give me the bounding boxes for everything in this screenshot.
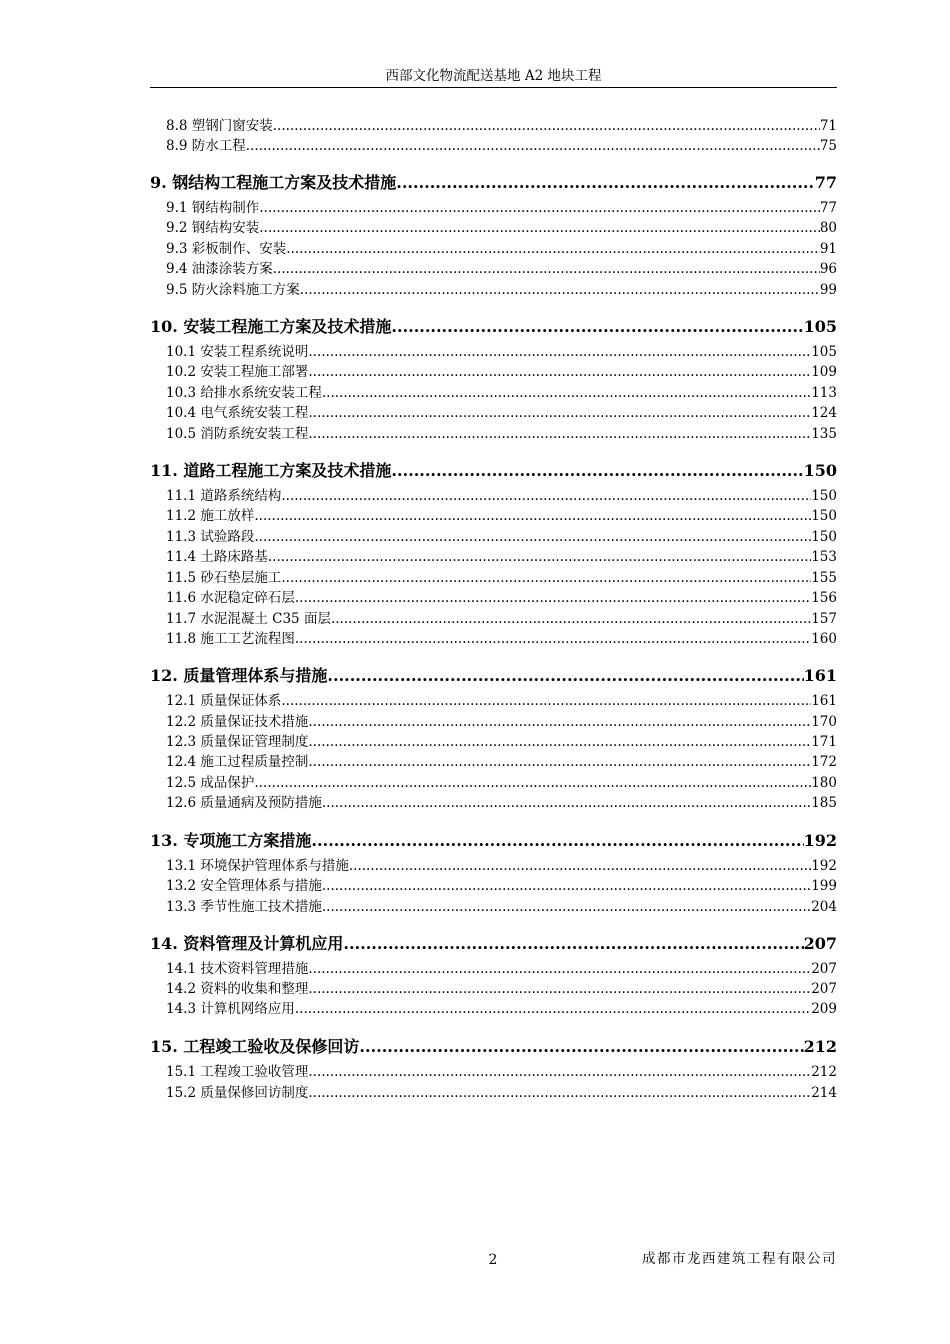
toc-entry[interactable] [166,979,837,999]
toc-entry-label: 9.4 油漆涂装方案 [166,261,273,277]
toc-entry[interactable] [166,486,837,506]
toc-entry-label: 11.6 水泥稳定碎石层 [166,590,295,606]
toc-entry-page: 124 [811,405,837,421]
toc-dot-leader [281,568,811,588]
toc-entry-page: 96 [819,261,837,277]
toc-entry-label: 10.2 安装工程施工部署 [166,364,309,380]
toc-entry-page: 172 [811,754,837,770]
toc-entry-label: 12.1 质量保证体系 [166,693,282,709]
toc-dot-leader [322,897,811,917]
toc-dot-leader [300,280,820,300]
toc-entry-page: 185 [811,795,837,811]
toc-entry-page: 80 [819,220,837,236]
toc-dot-leader [268,547,811,567]
toc-entry[interactable] [166,259,837,279]
toc-entry[interactable] [166,136,837,156]
toc-entry-page: 207 [811,961,837,977]
toc-dot-leader [273,116,820,136]
footer-company-name: 成都市龙西建筑工程有限公司 [642,1251,837,1267]
toc-chapter-entry[interactable] [150,933,837,955]
toc-entry-label: 12. 质量管理体系与措施 [150,666,328,685]
toc-chapter-entry[interactable] [150,460,837,482]
toc-entry[interactable] [166,362,837,382]
toc-entry-label: 12.4 施工过程质量控制 [166,754,309,770]
toc-entry-label: 14.2 资料的收集和整理 [166,981,309,997]
toc-entry-page: 156 [811,590,837,606]
toc-entry-label: 13.3 季节性施工技术措施 [166,899,322,915]
toc-entry-page: 170 [811,714,837,730]
toc-entry[interactable] [166,999,837,1019]
toc-entry-label: 11.8 施工工艺流程图 [166,631,295,647]
toc-entry-label: 9.1 钢结构制作 [166,200,260,216]
toc-dot-leader [308,362,811,382]
toc-entry-label: 15.1 工程竣工验收管理 [166,1064,309,1080]
toc-entry-label: 14. 资料管理及计算机应用 [150,934,344,953]
toc-entry-label: 10.3 给排水系统安装工程 [166,385,322,401]
toc-dot-leader [259,218,820,238]
toc-entry-page: 192 [811,858,837,874]
toc-dot-leader [391,460,803,482]
toc-entry-page: 192 [803,831,837,850]
toc-entry-page: 71 [819,118,837,134]
toc-entry-label: 15.2 质量保修回访制度 [166,1085,309,1101]
toc-entry-label: 11.5 砂石垫层施工 [166,570,282,586]
toc-entry[interactable] [166,1083,837,1103]
toc-entry-page: 135 [811,426,837,442]
toc-entry-label: 9.5 防火涂料施工方案 [166,282,300,298]
toc-entry-page: 160 [811,631,837,647]
toc-dot-leader [308,712,811,732]
toc-entry-page: 75 [819,138,837,154]
toc-entry-label: 10.5 消防系统安装工程 [166,426,309,442]
toc-entry[interactable] [166,198,837,218]
toc-entry[interactable] [166,403,837,423]
toc-entry[interactable] [166,752,837,772]
toc-entry[interactable] [166,609,837,629]
toc-entry-label: 10.1 安装工程系统说明 [166,344,309,360]
toc-dot-leader [349,856,811,876]
toc-dot-leader [343,933,803,955]
toc-entry-page: 91 [819,241,837,257]
toc-entry-label: 11.2 施工放样 [166,508,255,524]
toc-entry[interactable] [166,588,837,608]
toc-entry[interactable] [166,691,837,711]
toc-entry[interactable] [166,383,837,403]
toc-dot-leader [295,999,811,1019]
toc-entry-page: 209 [811,1001,837,1017]
toc-entry[interactable] [166,568,837,588]
toc-entry-page: 214 [811,1085,837,1101]
toc-entry[interactable] [166,897,837,917]
toc-entry-page: 113 [811,385,837,401]
toc-entry[interactable] [166,959,837,979]
toc-entry[interactable] [166,732,837,752]
toc-entry-label: 11.4 土路床路基 [166,549,268,565]
toc-entry-label: 9.2 钢结构安装 [166,220,260,236]
toc-entry-page: 207 [811,981,837,997]
toc-dot-leader [295,629,811,649]
toc-dot-leader [359,1036,803,1058]
toc-dot-leader [259,198,820,218]
toc-dot-leader [308,732,811,752]
toc-dot-leader [331,609,811,629]
toc-entry-page: 204 [811,899,837,915]
toc-entry-label: 11.3 试验路段 [166,529,255,545]
toc-entry-label: 12.2 质量保证技术措施 [166,714,309,730]
toc-chapter-entry[interactable] [150,1036,837,1058]
toc-entry-page: 153 [811,549,837,565]
toc-entry-page: 207 [803,934,837,953]
toc-entry[interactable] [166,239,837,259]
toc-entry-page: 150 [811,488,837,504]
toc-entry-label: 10.4 电气系统安装工程 [166,405,309,421]
toc-entry[interactable] [166,342,837,362]
toc-entry-label: 12.6 质量通病及预防措施 [166,795,322,811]
toc-entry-page: 199 [811,878,837,894]
toc-entry-page: 105 [811,344,837,360]
toc-entry[interactable] [166,712,837,732]
toc-dot-leader [308,1083,811,1103]
toc-chapter-entry[interactable] [150,172,837,194]
page-header-title: 西部文化物流配送基地 A2 地块工程 [385,68,602,84]
toc-entry-page: 99 [819,282,837,298]
toc-entry[interactable] [166,506,837,526]
toc-dot-leader [308,342,811,362]
toc-entry-label: 13.2 安全管理体系与措施 [166,878,322,894]
toc-entry-label: 12.5 成品保护 [166,775,255,791]
toc-dot-leader [322,876,811,896]
toc-chapter-entry[interactable] [150,830,837,852]
toc-dot-leader [254,506,811,526]
toc-entry-label: 11.7 水泥混凝土 C35 面层 [166,611,331,627]
toc-entry-page: 77 [814,173,837,192]
toc-dot-leader [311,830,803,852]
toc-entry-label: 13. 专项施工方案措施 [150,831,312,850]
toc-entry-page: 171 [811,734,837,750]
toc-entry-page: 161 [811,693,837,709]
toc-entry[interactable] [166,547,837,567]
toc-entry-page: 109 [811,364,837,380]
toc-entry[interactable] [166,856,837,876]
toc-dot-leader [327,665,803,687]
toc-entry-page: 105 [803,317,837,336]
toc-entry[interactable] [166,424,837,444]
toc-entry[interactable] [166,218,837,238]
toc-dot-leader [246,136,820,156]
toc-chapter-entry[interactable] [150,316,837,338]
toc-dot-leader [308,403,811,423]
toc-entry-page: 150 [811,529,837,545]
toc-entry-label: 14.1 技术资料管理措施 [166,961,309,977]
toc-entry-page: 150 [803,461,837,480]
footer-page-number: 2 [488,1252,498,1268]
toc-dot-leader [295,588,811,608]
toc-entry-label: 12.3 质量保证管理制度 [166,734,309,750]
toc-entry-label: 10. 安装工程施工方案及技术措施 [150,317,392,336]
toc-dot-leader [281,486,811,506]
toc-dot-leader [254,527,811,547]
toc-dot-leader [308,752,811,772]
toc-entry-label: 15. 工程竣工验收及保修回访 [150,1037,360,1056]
toc-entry[interactable] [166,793,837,813]
toc-entry-label: 9.3 彩板制作、安装 [166,241,287,257]
toc-entry-label: 9. 钢结构工程施工方案及技术措施 [150,173,397,192]
toc-chapter-entry[interactable] [150,665,837,687]
toc-entry[interactable] [166,116,837,136]
toc-entry-label: 11.1 道路系统结构 [166,488,282,504]
toc-entry[interactable] [166,876,837,896]
toc-entry-label: 11. 道路工程施工方案及技术措施 [150,461,392,480]
toc-dot-leader [322,383,811,403]
toc-entry[interactable] [166,1062,837,1082]
toc-entry-page: 212 [803,1037,837,1056]
header-rule [150,87,837,88]
toc-dot-leader [308,424,811,444]
toc-entry[interactable] [166,629,837,649]
toc-dot-leader [254,773,811,793]
toc-entry-page: 161 [803,666,837,685]
toc-entry-page: 212 [811,1064,837,1080]
toc-dot-leader [308,979,811,999]
toc-dot-leader [273,259,820,279]
toc-dot-leader [322,793,811,813]
toc-dot-leader [308,959,811,979]
toc-entry-label: 8.8 塑钢门窗安装 [166,118,273,134]
toc-entry-page: 157 [811,611,837,627]
toc-entry-label: 13.1 环境保护管理体系与措施 [166,858,349,874]
toc-entry-page: 180 [811,775,837,791]
toc-dot-leader [286,239,820,259]
toc-entry-page: 150 [811,508,837,524]
toc-entry-label: 14.3 计算机网络应用 [166,1001,295,1017]
toc-entry[interactable] [166,773,837,793]
toc-dot-leader [396,172,814,194]
toc-dot-leader [308,1062,811,1082]
toc-entry-page: 155 [811,570,837,586]
toc-dot-leader [281,691,811,711]
toc-entry-page: 77 [819,200,837,216]
toc-entry[interactable] [166,280,837,300]
toc-dot-leader [391,316,803,338]
toc-entry[interactable] [166,527,837,547]
toc-entry-label: 8.9 防水工程 [166,138,246,154]
